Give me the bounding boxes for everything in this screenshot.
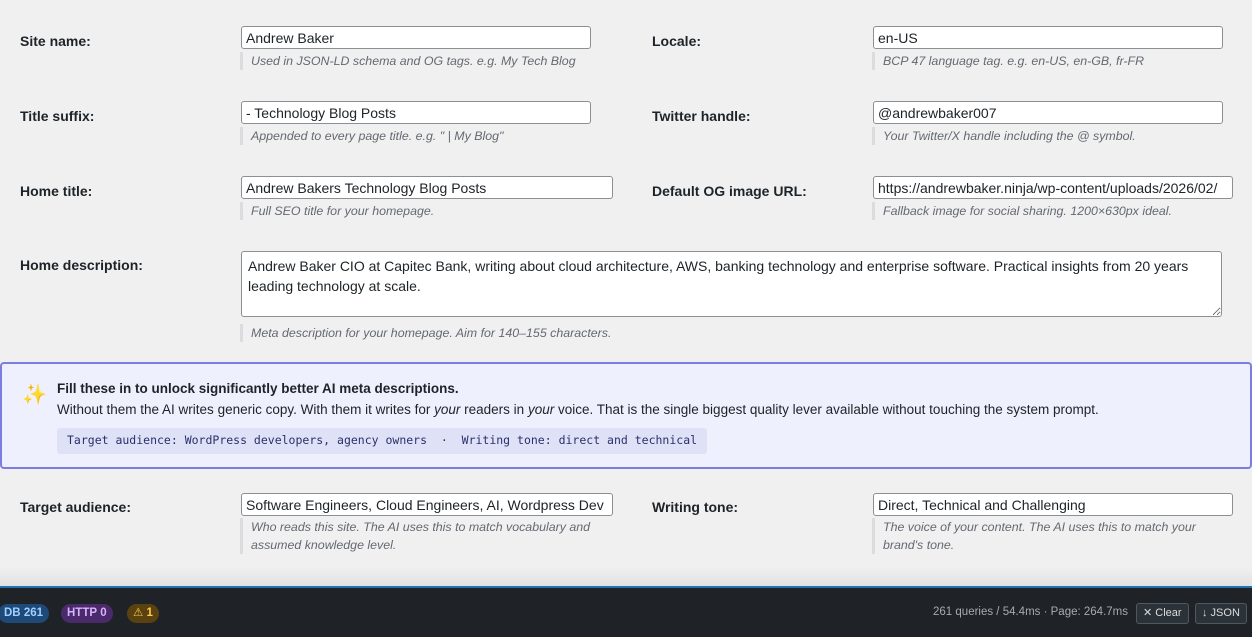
scroll-shadow xyxy=(0,566,1252,586)
home-title-input[interactable] xyxy=(241,176,613,199)
notice-body-emphasis: your xyxy=(527,402,555,417)
title-suffix-label: Title suffix: xyxy=(20,108,95,124)
locale-input[interactable] xyxy=(873,26,1223,49)
notice-body-text: readers in xyxy=(460,402,528,417)
sparkles-icon: ✨ xyxy=(22,384,47,406)
locale-label: Locale: xyxy=(652,33,702,49)
warn-count: 1 xyxy=(146,607,153,619)
http-requests-badge[interactable] xyxy=(61,604,113,623)
db-count: 261 xyxy=(23,607,44,619)
home-description-label: Home description: xyxy=(20,257,143,273)
target-audience-help-line: assumed knowledge level. xyxy=(251,538,397,552)
json-export-button[interactable]: ↓ JSON xyxy=(1195,603,1247,624)
writing-tone-help xyxy=(872,518,1196,554)
default-og-image-input[interactable] xyxy=(873,176,1233,199)
site-name-label: Site name: xyxy=(20,33,91,49)
ai-context-notice xyxy=(0,362,1252,469)
title-suffix-help: Appended to every page title. e.g. " | My Blog" xyxy=(240,127,503,145)
warnings-badge[interactable] xyxy=(127,604,159,623)
twitter-handle-label: Twitter handle: xyxy=(652,108,751,124)
twitter-handle-help: Your Twitter/X handle including the @ symbol. xyxy=(872,127,1136,145)
writing-tone-help-line: brand's tone. xyxy=(883,538,955,552)
http-label: HTTP xyxy=(67,607,98,619)
site-name-input[interactable] xyxy=(241,26,591,49)
debug-bar xyxy=(0,586,1252,637)
perf-stats: 261 queries / 54.4ms · Page: 264.7ms xyxy=(933,606,1128,618)
target-audience-help xyxy=(240,518,590,554)
home-title-help: Full SEO title for your homepage. xyxy=(240,202,434,220)
target-audience-label: Target audience: xyxy=(20,499,131,515)
locale-help: BCP 47 language tag. e.g. en-US, en-GB, fr-FR xyxy=(872,52,1144,70)
default-og-image-help: Fallback image for social sharing. 1200×630px ideal. xyxy=(872,202,1172,220)
default-og-image-label: Default OG image URL: xyxy=(652,183,807,199)
target-audience-help-line: Who reads this site. The AI uses this to match vocabulary and xyxy=(251,520,591,534)
writing-tone-input[interactable] xyxy=(873,493,1233,516)
home-title-label: Home title: xyxy=(20,183,93,199)
warning-icon: ⚠ xyxy=(133,607,144,619)
db-label: DB xyxy=(4,607,21,619)
http-count: 0 xyxy=(100,607,107,619)
target-audience-input[interactable] xyxy=(241,493,613,516)
home-description-textarea[interactable] xyxy=(241,251,1222,317)
notice-body xyxy=(57,402,1099,417)
notice-example: Target audience: WordPress developers, agency owners · Writing tone: direct and technical xyxy=(57,428,707,454)
notice-body-text: Without them the AI writes generic copy. With them it writes for xyxy=(57,402,435,417)
notice-body-emphasis: your xyxy=(434,402,461,417)
notice-title: Fill these in to unlock significantly better AI meta descriptions. xyxy=(57,381,459,396)
clear-button[interactable]: ✕ Clear xyxy=(1136,603,1189,624)
notice-body-text: voice. That is the single biggest quality lever available without touching the system prompt. xyxy=(554,402,1099,417)
site-name-help: Used in JSON-LD schema and OG tags. e.g. My Tech Blog xyxy=(240,52,576,70)
db-queries-badge[interactable] xyxy=(0,604,49,623)
writing-tone-help-line: The voice of your content. The AI uses this to match your xyxy=(883,520,1196,534)
writing-tone-label: Writing tone: xyxy=(652,499,739,515)
title-suffix-input[interactable] xyxy=(241,101,591,124)
home-description-help: Meta description for your homepage. Aim for 140–155 characters. xyxy=(240,324,611,342)
twitter-handle-input[interactable] xyxy=(873,101,1223,124)
